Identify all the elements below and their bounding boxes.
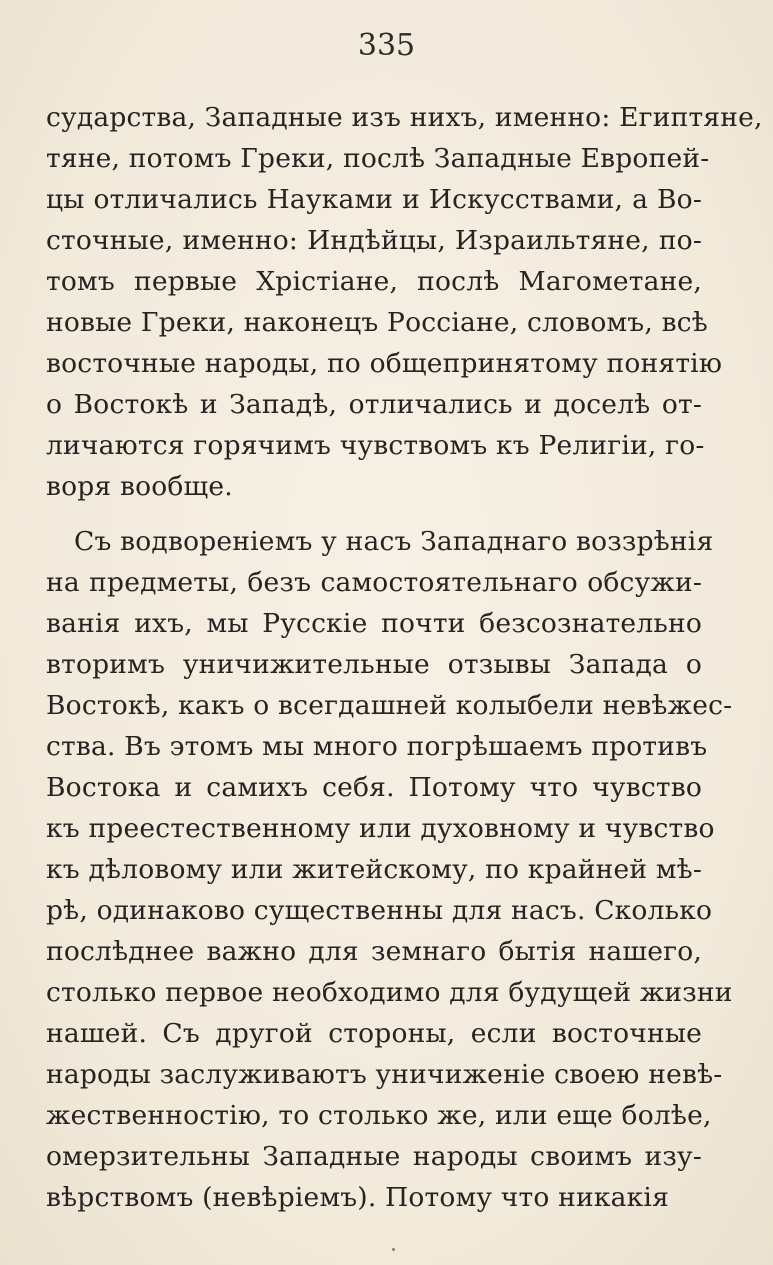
- page-number: 335: [357, 28, 416, 63]
- text-line: сточные, именно: Индѣйцы, Израильтяне, по-: [46, 225, 702, 256]
- text-line: омерзительны Западные народы своимъ изу-: [46, 1141, 702, 1172]
- text-line: Востока и самихъ себя. Потому что чувство: [46, 772, 702, 803]
- text-line: нашей. Съ другой стороны, если восточные: [46, 1018, 702, 1049]
- text-line: къ дѣловому или житейскому, по крайней мѣ-: [46, 854, 702, 885]
- paragraph: [46, 521, 733, 1218]
- text-line: восточные народы, по общепринятому понятію: [46, 348, 723, 379]
- paper-speck: [392, 1248, 395, 1251]
- text-line: Востокѣ, какъ о всегдашней колыбели невѣжес-: [46, 690, 733, 721]
- paragraph: [46, 97, 763, 507]
- text-line: цы отличались Науками и Искусствами, а Во-: [46, 184, 702, 215]
- paragraph-gap: [46, 507, 702, 521]
- text-line: новые Греки, наконецъ Россіане, словомъ, всѣ: [46, 307, 708, 338]
- text-line: къ преестественному или духовному и чувство: [46, 813, 715, 844]
- text-line: вѣрствомъ (невѣріемъ). Потому что никакія: [46, 1182, 670, 1213]
- text-line: личаются горячимъ чувствомъ къ Религіи, го-: [46, 430, 705, 461]
- text-line: столько первое необходимо для будущей жизни: [46, 977, 733, 1008]
- text-line: воря вообще.: [46, 471, 233, 502]
- body-text: [46, 97, 763, 1218]
- text-line: Съ водвореніемъ у насъ Западнаго воззрѣнія: [74, 526, 714, 557]
- text-line: сударства, Западные изъ нихъ, именно: Египтяне,: [46, 102, 763, 133]
- text-line: на предметы, безъ самостоятельнаго обсужи-: [46, 567, 702, 598]
- text-line: послѣднее важно для земнаго бытія нашего,: [46, 936, 702, 967]
- text-line: вторимъ уничижительные отзывы Запада о: [46, 649, 702, 680]
- text-line: тяне, потомъ Греки, послѣ Западные Европей-: [46, 143, 710, 174]
- text-line: жественностію, то столько же, или еще болѣе,: [46, 1100, 712, 1131]
- text-line: ванія ихъ, мы Русскіе почти безсознательно: [46, 608, 702, 639]
- text-line: томъ первые Хрістіане, послѣ Магометане,: [46, 266, 702, 297]
- text-line: о Востокѣ и Западѣ, отличались и доселѣ от-: [46, 389, 702, 420]
- text-line: народы заслуживаютъ уничиженіе своею невѣ-: [46, 1059, 723, 1090]
- text-line: ства. Въ этомъ мы много погрѣшаемъ противъ: [46, 731, 708, 762]
- text-line: рѣ, одинаково существенны для насъ. Сколько: [46, 895, 713, 926]
